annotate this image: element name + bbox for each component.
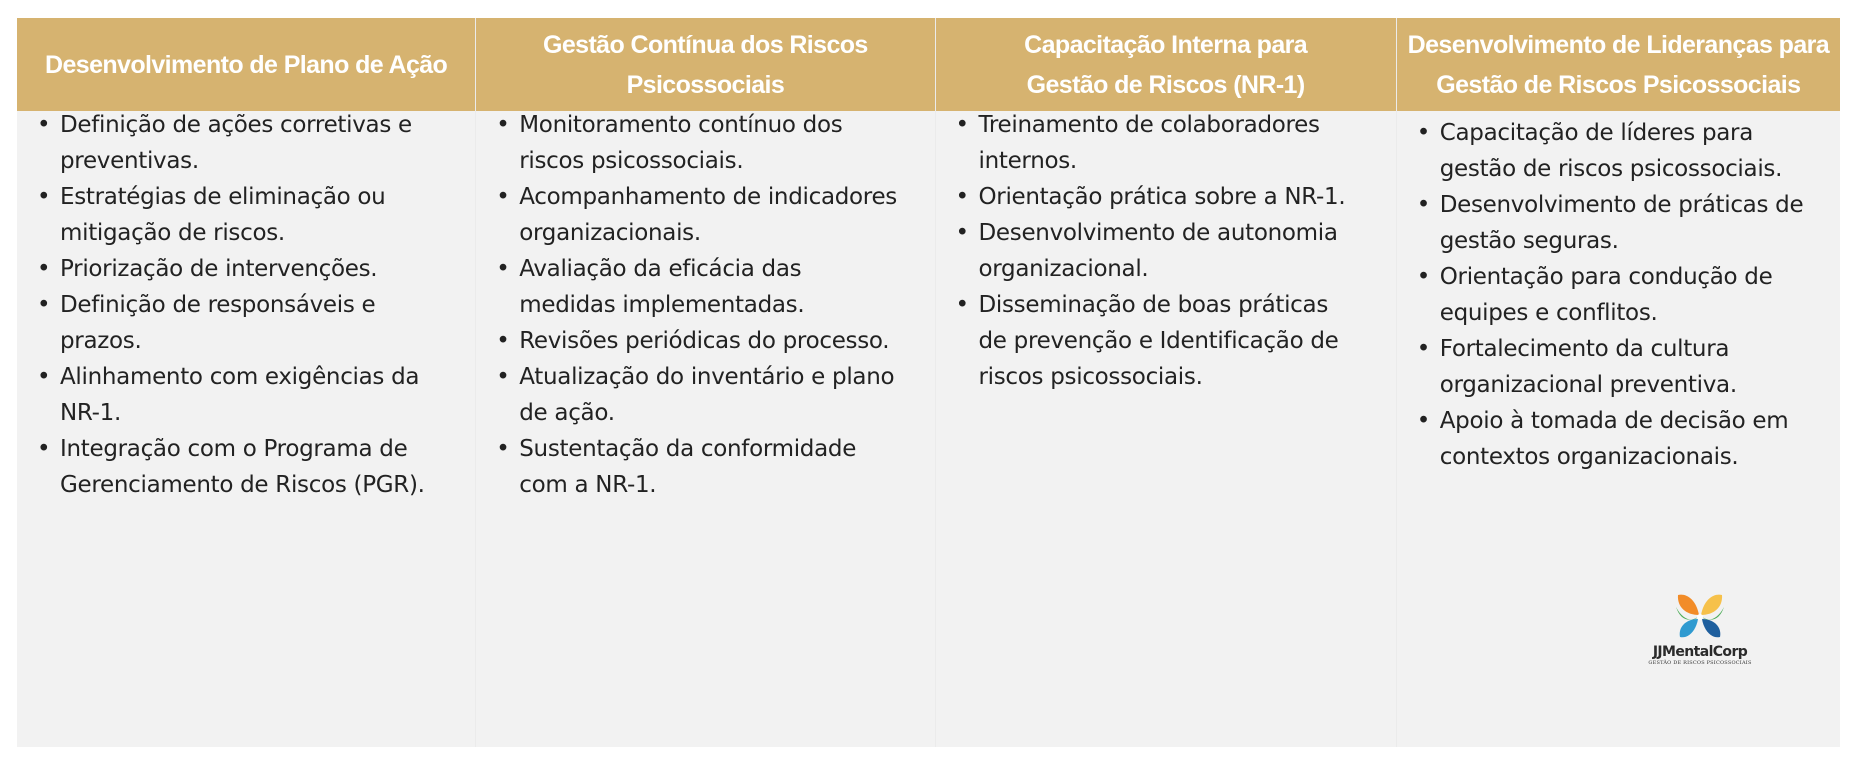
column-header-line: Psicossociais xyxy=(626,70,785,99)
list-item: • Avaliação da eficácia das medidas implementadas. xyxy=(476,251,934,323)
column-header-line: Desenvolvimento de Plano de Ação xyxy=(45,50,448,79)
list-item: • Desenvolvimento de práticas de gestão seguras. xyxy=(1397,187,1840,259)
list-item: • Definição de ações corretivas e preventivas. xyxy=(17,107,475,179)
column-header xyxy=(476,18,934,111)
column-header xyxy=(936,18,1396,111)
list-item: • Apoio à tomada de decisão em contextos organizacionais. xyxy=(1397,403,1840,475)
list-item: • Revisões periódicas do processo. xyxy=(476,323,934,359)
brand-logo xyxy=(1635,585,1765,667)
list-item: • Disseminação de boas práticas de prevenção e Identificação de riscos psicossociais. xyxy=(936,287,1396,395)
column-desenvolvimento-liderancas xyxy=(1396,18,1840,747)
column-header-line: Desenvolvimento de Lideranças para xyxy=(1407,30,1830,59)
column-header xyxy=(1397,18,1840,111)
list-item: • Sustentação da conformidade com a NR-1. xyxy=(476,431,934,503)
list-item: • Definição de responsáveis e prazos. xyxy=(17,287,475,359)
list-item: • Integração com o Programa de Gerenciamento de Riscos (PGR). xyxy=(17,431,475,503)
column-header-line: Gestão de Riscos (NR-1) xyxy=(1026,70,1305,99)
bullet-list xyxy=(476,107,934,503)
bullet-list xyxy=(1397,115,1840,475)
logo-name: JJMentalCorp xyxy=(1652,644,1748,660)
list-item: • Estratégias de eliminação ou mitigação de riscos. xyxy=(17,179,475,251)
list-item: • Alinhamento com exigências da NR-1. xyxy=(17,359,475,431)
list-item: • Desenvolvimento de autonomia organizacional. xyxy=(936,215,1396,287)
column-header-line: Capacitação Interna para xyxy=(1024,30,1308,59)
services-table xyxy=(17,18,1840,747)
list-item: • Treinamento de colaboradores internos. xyxy=(936,107,1396,179)
column-gestao-continua xyxy=(475,18,934,747)
list-item: • Orientação para condução de equipes e conflitos. xyxy=(1397,259,1840,331)
jjmentalcorp-logo-icon xyxy=(1672,585,1728,643)
list-item: • Fortalecimento da cultura organizacional preventiva. xyxy=(1397,331,1840,403)
column-capacitacao-interna xyxy=(935,18,1396,747)
list-item: • Acompanhamento de indicadores organizacionais. xyxy=(476,179,934,251)
column-plano-de-acao xyxy=(17,18,475,747)
list-item: • Capacitação de líderes para gestão de riscos psicossociais. xyxy=(1397,115,1840,187)
list-item: • Priorização de intervenções. xyxy=(17,251,475,287)
list-item: • Orientação prática sobre a NR-1. xyxy=(936,179,1396,215)
column-header-line: Gestão Contínua dos Riscos xyxy=(543,30,868,59)
bullet-list xyxy=(17,107,475,503)
bullet-list xyxy=(936,107,1396,395)
list-item: • Monitoramento contínuo dos riscos psicossociais. xyxy=(476,107,934,179)
logo-tagline: GESTÃO DE RISCOS PSICOSSOCIAIS xyxy=(1648,660,1752,666)
column-header-line: Gestão de Riscos Psicossociais xyxy=(1436,70,1801,99)
list-item: • Atualização do inventário e plano de ação. xyxy=(476,359,934,431)
column-header xyxy=(17,18,475,111)
